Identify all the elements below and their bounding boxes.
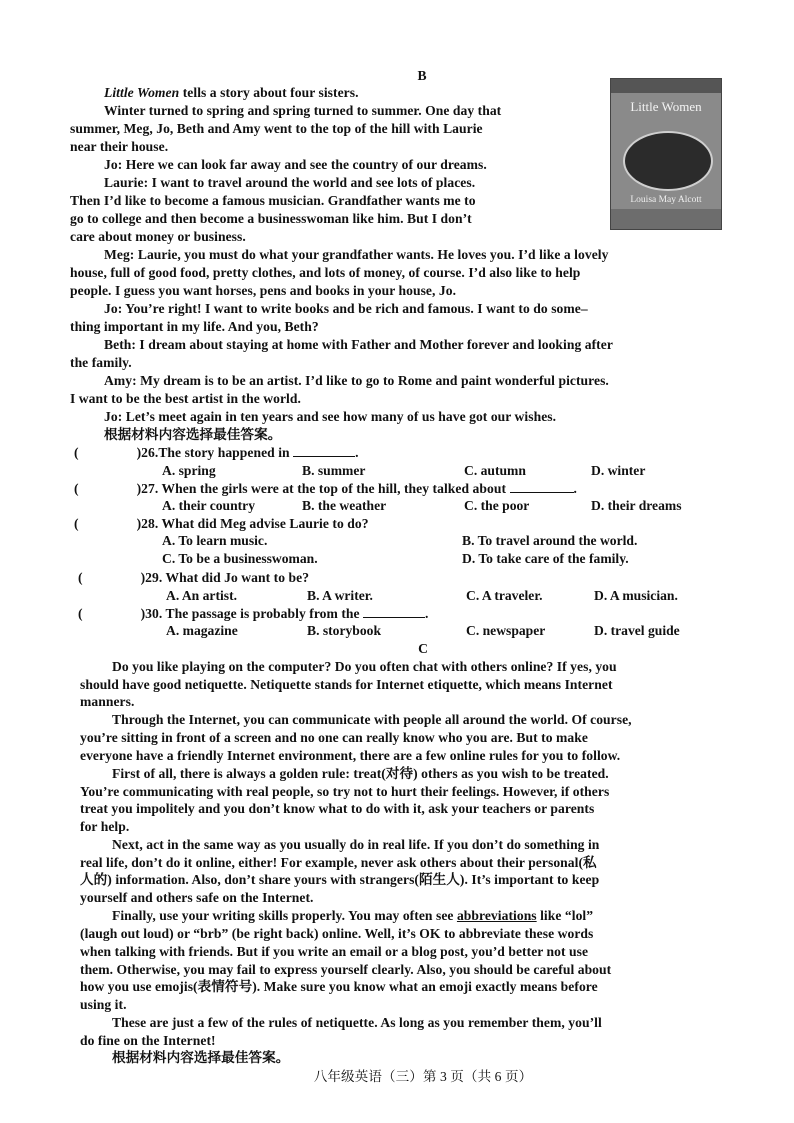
section-b-heading: B xyxy=(417,68,427,83)
passage-b-line: care about money or business. xyxy=(70,229,246,244)
dialogue-line-beth: Beth: I dream about staying at home with Father and Mother forever and looking after xyxy=(104,337,613,352)
passage-c-line: should have good netiquette. Netiquette stands for Internet etiquette, which means Internet xyxy=(80,677,613,692)
instruction-b: 根据材料内容选择最佳答案。 xyxy=(104,427,282,442)
option-c[interactable]: C. To be a businesswoman. xyxy=(162,551,318,566)
passage-b-line: Little Women tells a story about four sisters. xyxy=(104,85,359,100)
book-title-italic: Little Women xyxy=(104,85,180,100)
passage-c-line: how you use emojis(表情符号). Make sure you know what an emoji exactly means before xyxy=(80,979,598,994)
option-c[interactable]: C. the poor xyxy=(464,498,530,513)
option-b[interactable]: B. the weather xyxy=(302,498,387,513)
cover-illustration xyxy=(623,131,713,191)
dialogue-line-jo: Jo: You’re right! I want to write books and be rich and famous. I want to do some– xyxy=(104,301,588,316)
passage-b-line: people. I guess you want horses, pens and books in your house, Jo. xyxy=(70,283,457,298)
option-a[interactable]: A. magazine xyxy=(166,623,238,638)
option-d[interactable]: D. travel guide xyxy=(594,623,680,638)
option-d[interactable]: D. To take care of the family. xyxy=(462,551,629,566)
passage-c-line: 人的) information. Also, don’t share yours with strangers(陌生人). It’s important to keep xyxy=(80,872,600,887)
answer-blank[interactable] xyxy=(510,480,574,493)
dialogue-line-amy: Amy: My dream is to be an artist. I’d like to go to Rome and paint wonderful pictures. xyxy=(104,373,609,388)
passage-c-line: Next, act in the same way as you usually do in real life. If you don’t do something in xyxy=(112,837,600,852)
book-cover-author: Louisa May Alcott xyxy=(630,195,702,205)
passage-b-line: go to college and then become a businesswoman like him. But I don’t xyxy=(70,211,472,226)
passage-b-line: summer, Meg, Jo, Beth and Amy went to the top of the hill with Laurie xyxy=(70,121,483,136)
question-28: ( )28. What did Meg advise Laurie to do? xyxy=(74,516,369,531)
passage-b-line: Then I’d like to become a famous musician. Grandfather wants me to xyxy=(70,193,476,208)
passage-c-line: Do you like playing on the computer? Do you often chat with others online? If yes, you xyxy=(112,659,617,674)
book-cover-title: Little Women xyxy=(630,99,702,114)
question-26: ( )26.The story happened in . xyxy=(74,445,359,460)
passage-c-line: (laugh out loud) or “brb” (be right back) online. Well, it’s OK to abbreviate these words xyxy=(80,926,594,941)
dialogue-line-meg: Meg: Laurie, you must do what your grandfather wants. He loves you. I’d like a lovely xyxy=(104,247,609,262)
passage-c-line: them. Otherwise, you may fail to express yourself clearly. Also, you should be careful about xyxy=(80,962,612,977)
passage-c-line: manners. xyxy=(80,694,135,709)
question-29: ( )29. What did Jo want to be? xyxy=(78,570,310,585)
option-c[interactable]: C. newspaper xyxy=(466,623,546,638)
passage-c-line: everyone have a friendly Internet environment, there are a few online rules for you to follow. xyxy=(80,748,621,763)
passage-c-line: using it. xyxy=(80,997,127,1012)
option-b[interactable]: B. summer xyxy=(302,463,366,478)
passage-c-line: when talking with friends. But if you write an email or a blog post, you’d better not use xyxy=(80,944,589,959)
passage-b-line: thing important in my life. And you, Beth? xyxy=(70,319,319,334)
question-27: ( )27. When the girls were at the top of the hill, they talked about . xyxy=(74,481,577,496)
option-d[interactable]: D. A musician. xyxy=(594,588,678,603)
passage-c-line: Finally, use your writing skills properly. You may often see abbreviations like “lol” xyxy=(112,908,594,923)
option-d[interactable]: D. their dreams xyxy=(591,498,682,513)
passage-b-line: Winter turned to spring and spring turned to summer. One day that xyxy=(104,103,502,118)
option-a[interactable]: A. their country xyxy=(162,498,256,513)
passage-b-line: near their house. xyxy=(70,139,169,154)
option-a[interactable]: A. spring xyxy=(162,463,216,478)
option-b[interactable]: B. storybook xyxy=(307,623,382,638)
dialogue-line-laurie: Laurie: I want to travel around the world and see lots of places. xyxy=(104,175,476,190)
passage-c-line: yourself and others safe on the Internet. xyxy=(80,890,314,905)
dialogue-line-jo: Jo: Let’s meet again in ten years and see how many of us have got our wishes. xyxy=(104,409,557,424)
page-footer: 八年级英语（三）第 3 页（共 6 页） xyxy=(313,1069,533,1084)
option-c[interactable]: C. autumn xyxy=(464,463,526,478)
passage-b-line: I want to be the best artist in the world. xyxy=(70,391,301,406)
passage-c-line: First of all, there is always a golden rule: treat(对待) others as you wish to be treated. xyxy=(112,766,609,781)
answer-blank[interactable] xyxy=(293,444,355,457)
underlined-word: abbreviations xyxy=(456,908,537,923)
option-b[interactable]: B. A writer. xyxy=(307,588,373,603)
dialogue-line-jo: Jo: Here we can look far away and see the country of our dreams. xyxy=(104,157,487,172)
passage-c-line: treat you impolitely and you don’t know what to do with it, ask your teachers or parents xyxy=(80,801,595,816)
option-a[interactable]: A. To learn music. xyxy=(162,533,268,548)
option-c[interactable]: C. A traveler. xyxy=(466,588,543,603)
passage-c-line: Through the Internet, you can communicate with people all around the world. Of course, xyxy=(112,712,632,727)
passage-b-line: house, full of good food, pretty clothes, and lots of money, of course. I’d also like to help xyxy=(70,265,581,280)
instruction-c: 根据材料内容选择最佳答案。 xyxy=(112,1050,290,1065)
book-cover-image xyxy=(610,78,722,230)
option-a[interactable]: A. An artist. xyxy=(166,588,237,603)
passage-b-line: the family. xyxy=(70,355,132,370)
passage-c-line: for help. xyxy=(80,819,130,834)
option-d[interactable]: D. winter xyxy=(591,463,646,478)
passage-c-line: you’re sitting in front of a screen and no one can really know who you are. But to make xyxy=(80,730,588,745)
passage-c-line: do fine on the Internet! xyxy=(80,1033,216,1048)
passage-c-line: real life, don’t do it online, either! For example, never ask others about their personal(私 xyxy=(80,855,597,870)
answer-blank[interactable] xyxy=(363,605,425,618)
question-30: ( )30. The passage is probably from the . xyxy=(78,606,429,621)
passage-c-line: You’re communicating with real people, so try not to hurt their feelings. However, if others xyxy=(80,784,610,799)
passage-c-line: These are just a few of the rules of netiquette. As long as you remember them, you’ll xyxy=(112,1015,602,1030)
section-c-heading: C xyxy=(418,641,428,656)
option-b[interactable]: B. To travel around the world. xyxy=(462,533,638,548)
